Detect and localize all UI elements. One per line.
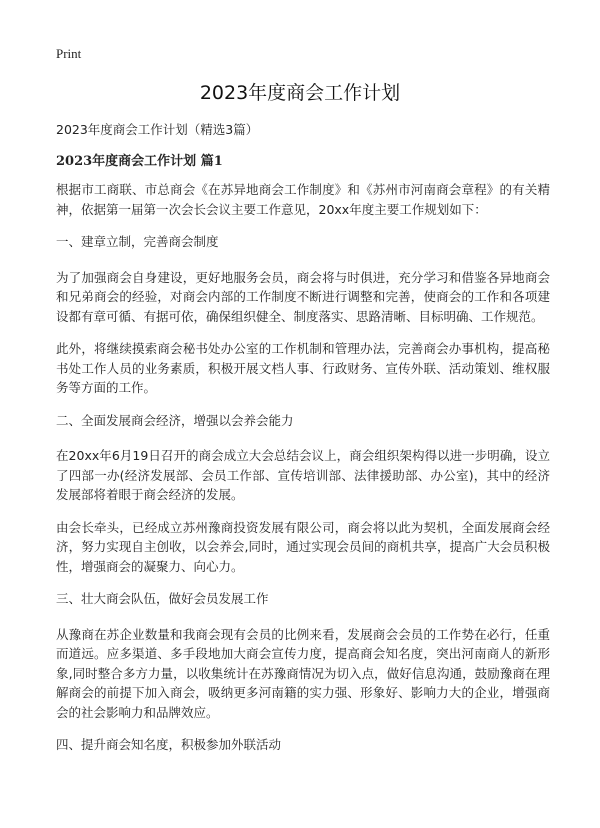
paragraph: 由会长牵头，已经成立苏州豫商投资发展有限公司，商会将以此为契机，全面发展商会经济，努力实现自主创收，以会养会,同时，通过实现会员间的商机共享，提高广大会员积极性，增强商会的凝聚力、向心力。	[56, 519, 550, 574]
section-heading-3: 三、壮大商会队伍，做好会员发展工作	[56, 591, 269, 606]
section-heading-1: 一、建章立制，完善商会制度	[56, 234, 219, 249]
print-label: Print	[56, 46, 82, 61]
section-heading-2: 二、全面发展商会经济，增强以会养会能力	[56, 412, 294, 428]
paragraph: 此外，将继续摸索商会秘书处办公室的工作机制和管理办法，完善商会办事机构，提高秘书处工作人员的业务素质，积极开展文档人事、行政财务、宣传外联、活动策划、维权服务等方面的工作。	[56, 341, 550, 395]
section-heading-4: 四、提升商会知名度，积极参加外联活动	[56, 737, 282, 752]
intro-paragraph: 根据市工商联、市总商会《在苏异地商会工作制度》和《苏州市河南商会章程》的有关精神，依据第一届第一次会长会议主要工作意见，20xx年度主要工作规划如下：	[56, 182, 550, 217]
section-title: 2023年度商会工作计划 篇1	[56, 154, 223, 169]
document-subtitle: 2023年度商会工作计划（精选3篇）	[56, 122, 259, 137]
paragraph: 从豫商在苏企业数量和我商会现有会员的比例来看，发展商会会员的工作势在必行，任重而道远。应多渠道、多手段地加大商会宣传力度，提高商会知名度，突出河南商人的新形象,同时整合多方力量，以收集统计在苏豫商情况为切入点，做好信息沟通，鼓励豫商在理解商会的前提下加入商会，吸纳更多河南籍的实力强、形象好、影响力大的企业，增强商会的社会影响力和品牌效应。	[56, 626, 550, 720]
paragraph: 为了加强商会自身建设，更好地服务会员，商会将与时俱进，充分学习和借鉴各异地商会和兄弟商会的经验，对商会内部的工作制度不断进行调整和完善，使商会的工作和各项建设都有章可循、有据可依，确保组织健全、制度落实、思路清晰、目标明确、工作规范。	[56, 269, 550, 324]
paragraph: 在20xx年6月19日召开的商会成立大会总结会议上，商会组织架构得以进一步明确，设立了四部一办(经济发展部、会员工作部、宣传培训部、法律援助部、办公室)，其中的经济发展部将着眼于商会经济的发展。	[56, 448, 550, 502]
document-body	[56, 180, 550, 771]
document-title: 2023年度商会工作计划	[199, 82, 401, 104]
